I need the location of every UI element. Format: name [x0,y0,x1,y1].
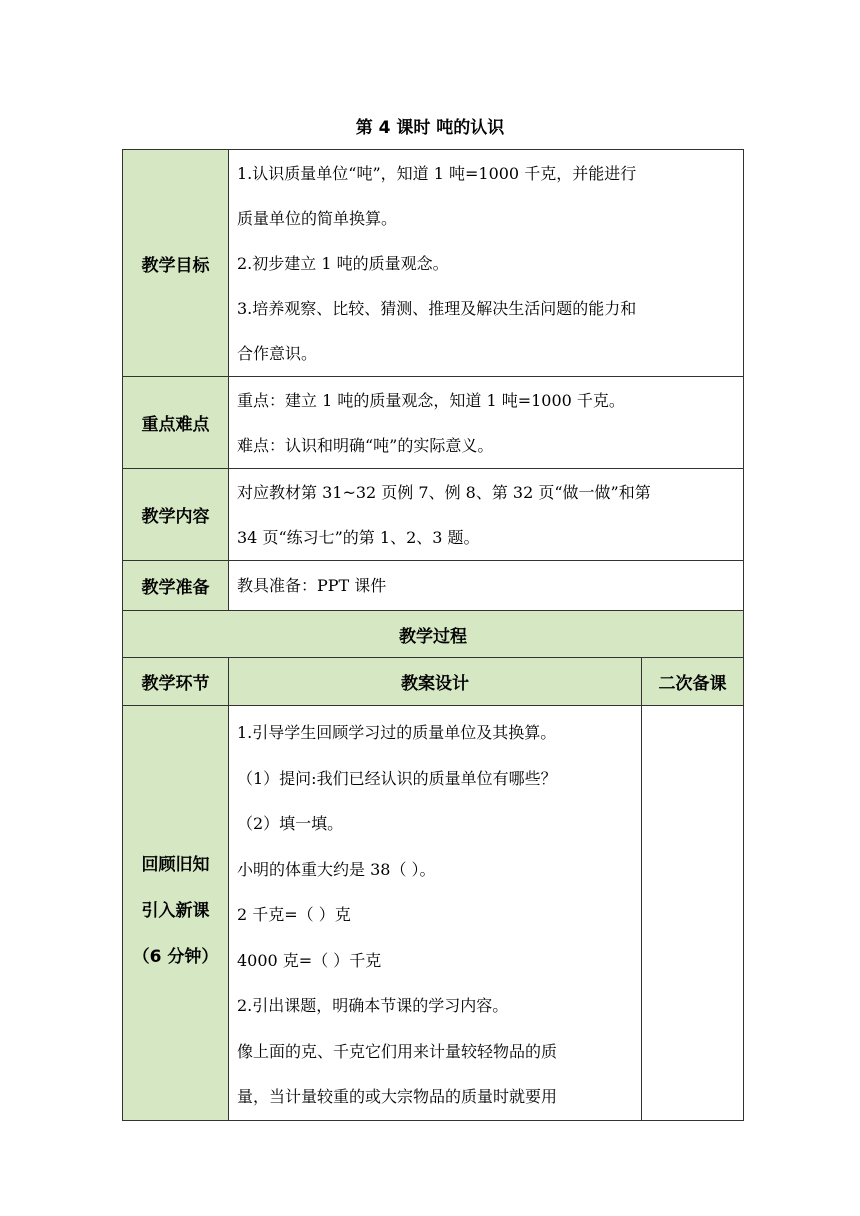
preparation-row [123,561,744,611]
content-row [123,469,744,561]
key-points-row [123,377,744,469]
design-line: 小明的体重大约是 38（ ）。 [237,859,436,879]
stage-label-line: （6 分钟） [132,947,219,967]
design-line: 4000 克=（ ）千克 [237,950,382,970]
column-design: 教案设计 [229,658,642,706]
design-line: （1）提问:我们已经认识的质量单位有哪些？ [237,768,557,788]
goals-label: 教学目标 [123,150,229,377]
stage-notes [642,706,744,1121]
key-points-label: 重点难点 [123,377,229,469]
goals-line: 3.培养观察、比较、猜测、推理及解决生活问题的能力和 [237,299,637,318]
key-point-line: 重点：建立 1 吨的质量观念，知道 1 吨=1000 千克。 [237,391,625,410]
stage-label-line: 回顾旧知 [141,855,210,875]
stage-row [123,706,744,1121]
goals-line: 质量单位的简单换算。 [237,209,398,228]
design-line: 2 千克=（ ）克 [237,905,351,924]
goals-line: 合作意识。 [237,344,318,363]
preparation-label: 教学准备 [123,561,229,611]
content-label: 教学内容 [123,469,229,561]
key-point-line: 难点：认识和明确“吨”的实际意义。 [237,436,494,455]
content-line: 对应教材第 31~32 页例 7、例 8、第 32 页“做一做”和第 [237,483,651,502]
goals-row [123,150,744,377]
goals-line: 2.初步建立 1 吨的质量观念。 [237,254,449,273]
preparation-line: 教具准备：PPT 课件 [237,576,387,595]
lesson-plan-table [122,149,744,1121]
preparation-content [229,561,744,611]
design-line: （2）填一填。 [237,814,344,833]
stage-label-line: 引入新课 [141,901,210,921]
design-line: 1.引导学生回顾学习过的质量单位及其换算。 [237,723,557,742]
process-header-row [123,611,744,658]
content-line: 34 页“练习七”的第 1、2、3 题。 [237,528,480,547]
design-line: 量，当计量较重的或大宗物品的质量时就要用 [237,1087,558,1106]
goals-content [229,150,744,377]
process-columns-row [123,658,744,706]
key-points-content [229,377,744,469]
stage-label [123,706,229,1121]
goals-line: 1.认识质量单位“吨”，知道 1 吨=1000 千克，并能进行 [237,164,637,183]
content-content [229,469,744,561]
column-notes: 二次备课 [642,658,744,706]
page-title: 第 4 课时 吨的认识 [355,118,505,138]
design-line: 2.引出课题，明确本节课的学习内容。 [237,996,509,1015]
column-stage: 教学环节 [123,658,229,706]
stage-design [229,706,642,1121]
process-header: 教学过程 [123,611,744,658]
design-line: 像上面的克、千克它们用来计量较轻物品的质 [237,1041,558,1061]
